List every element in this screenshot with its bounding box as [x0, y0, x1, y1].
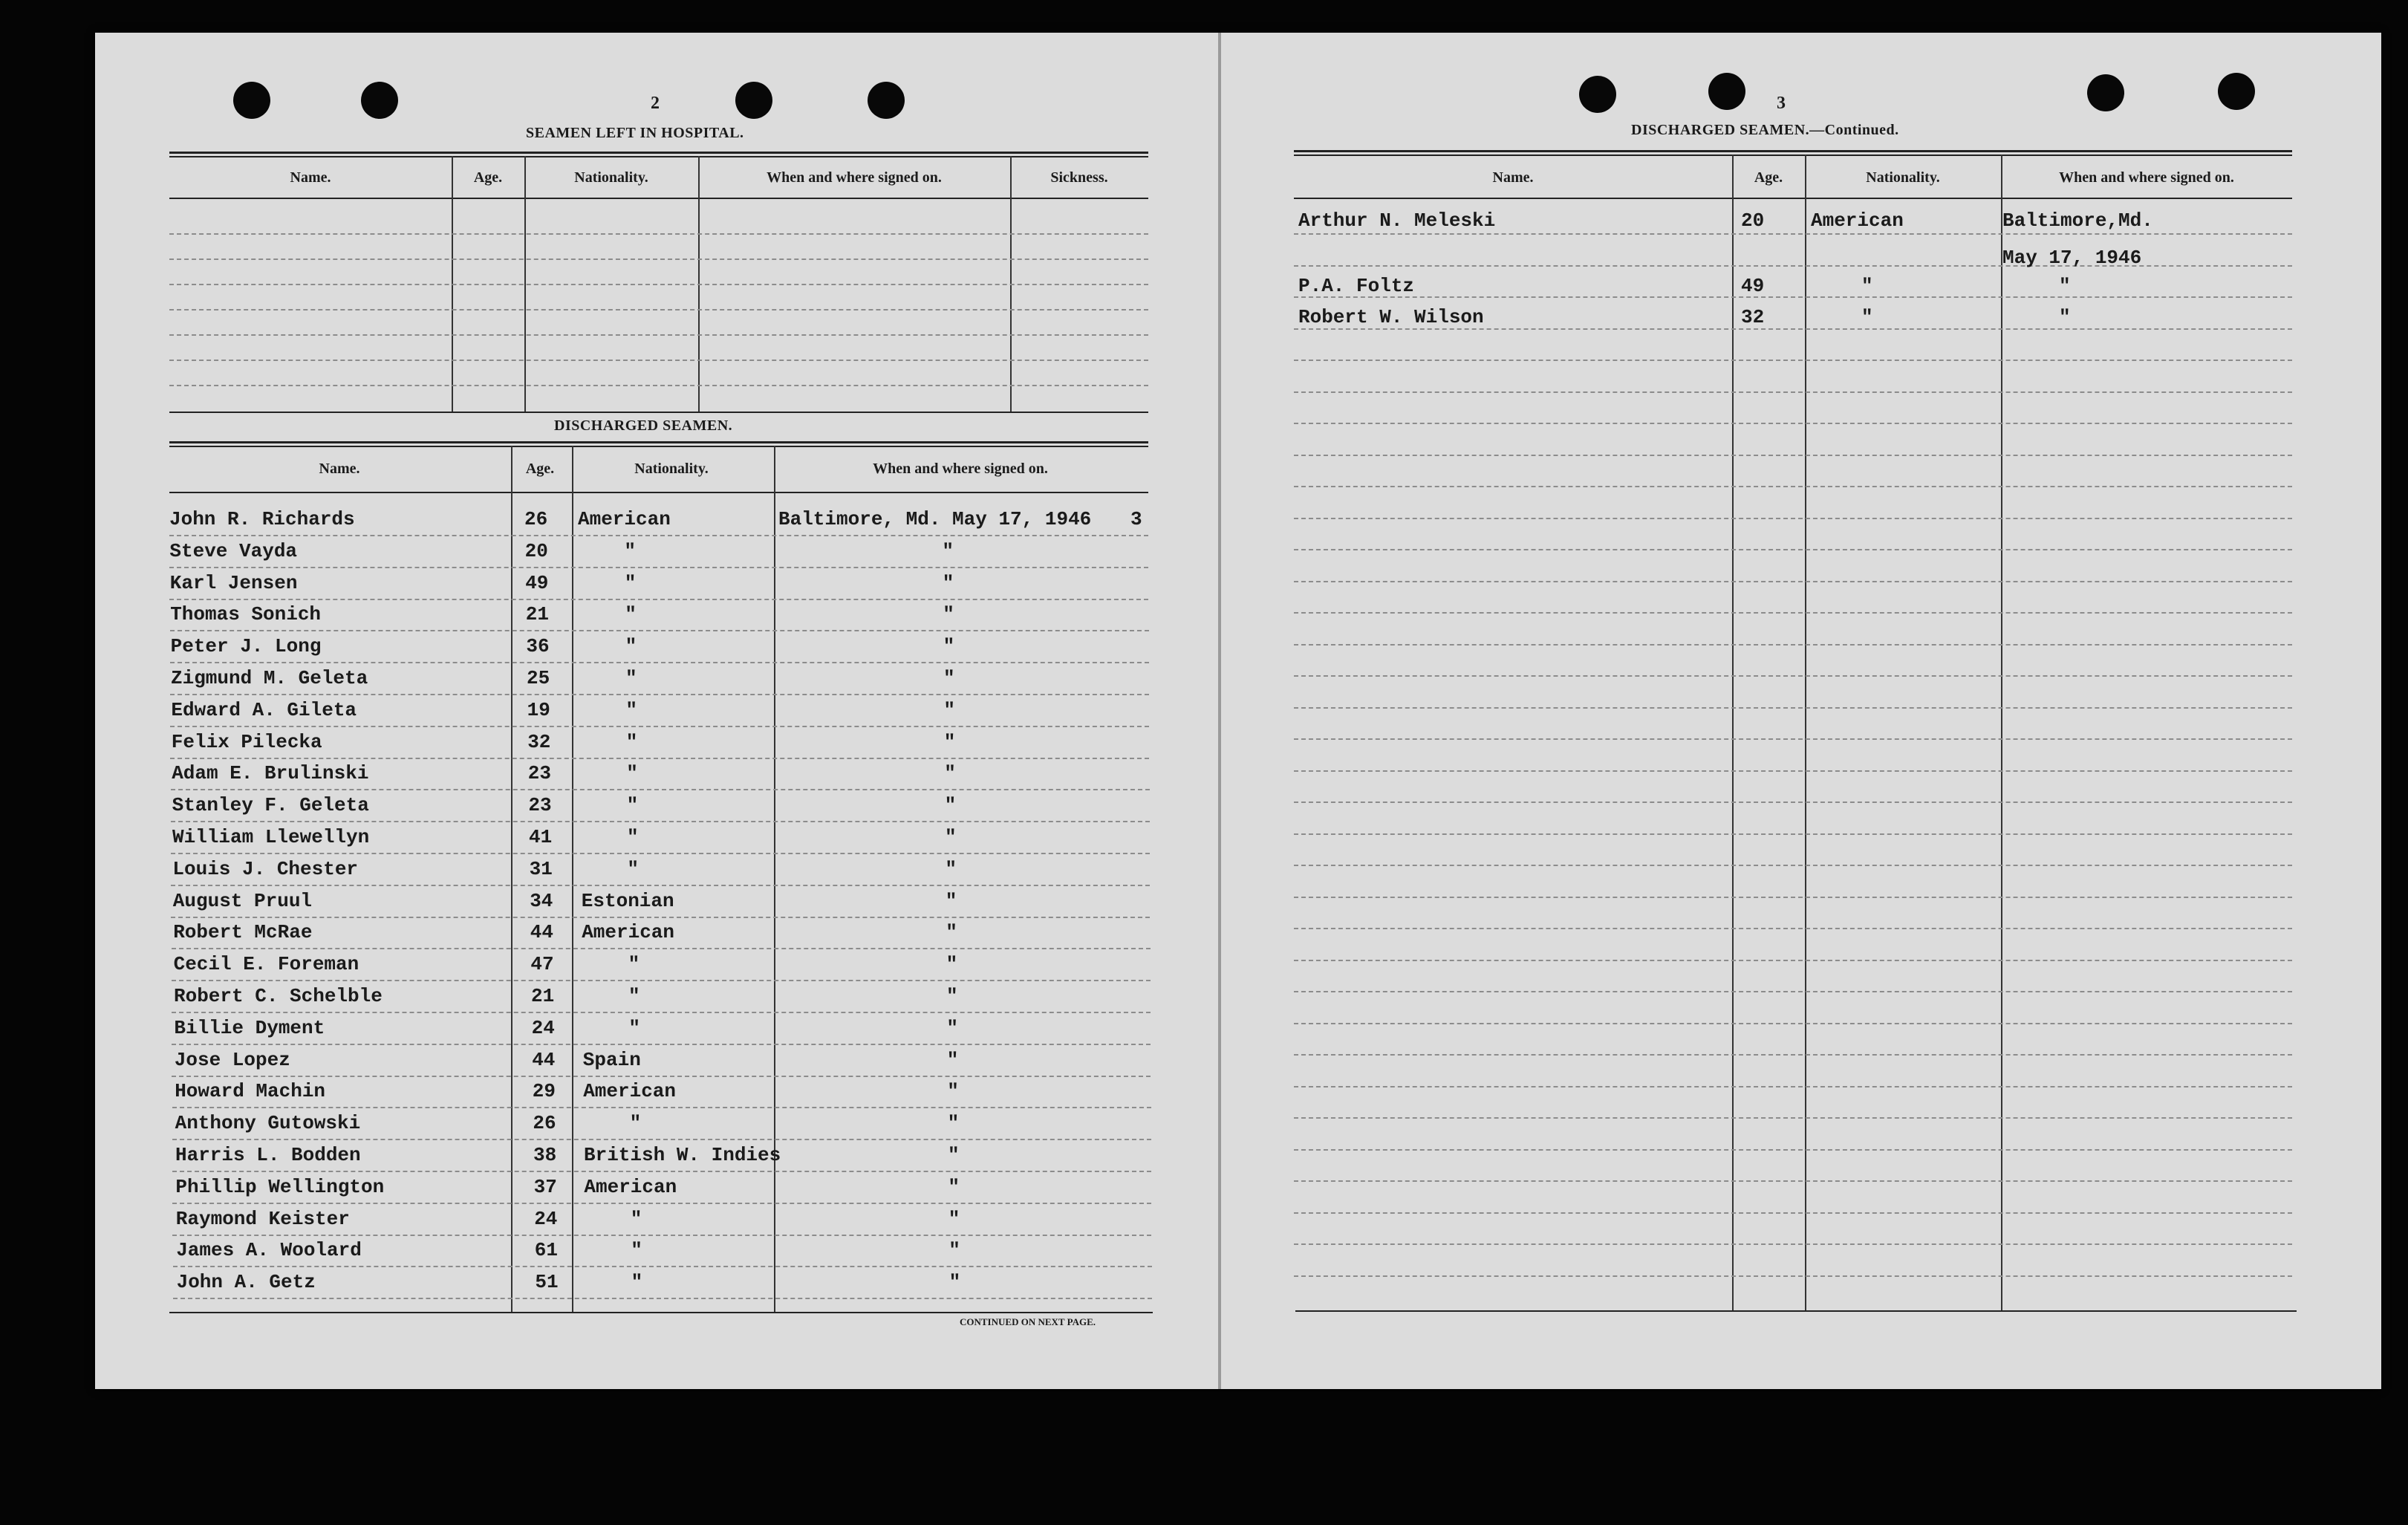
signed-on: Baltimore,Md. — [2002, 209, 2153, 232]
seaman-nationality: " — [628, 1016, 640, 1039]
column-header: Name. — [1492, 169, 1534, 186]
signed-on: " — [943, 730, 956, 753]
column-header: Nationality. — [574, 169, 648, 186]
seaman-age: 20 — [1741, 209, 1765, 232]
signed-on: " — [945, 889, 957, 912]
seaman-nationality: American — [583, 1080, 677, 1103]
seaman-nationality: " — [627, 826, 639, 848]
seaman-age: 49 — [525, 571, 549, 594]
seaman-nationality: " — [628, 985, 640, 1007]
signed-on: " — [944, 794, 957, 817]
seaman-nationality: " — [628, 953, 640, 976]
ruled-line — [1294, 455, 2292, 456]
ruled-line — [1294, 233, 2292, 235]
seaman-age: 61 — [534, 1239, 559, 1262]
signed-on: " — [947, 1112, 960, 1135]
seaman-nationality: " — [1861, 275, 1873, 297]
seaman-age: 34 — [530, 889, 553, 912]
seaman-nationality: Spain — [582, 1048, 641, 1071]
seaman-name: John A. Getz — [176, 1271, 316, 1294]
seaman-nationality: " — [629, 1112, 642, 1135]
ruled-line — [172, 1044, 1151, 1045]
signed-on: " — [946, 921, 957, 944]
seaman-name: Robert C. Schelble — [174, 985, 383, 1007]
ruled-line — [1294, 960, 2292, 961]
ruled-line — [1294, 296, 2292, 298]
ruled-line — [1294, 1275, 2292, 1277]
ruled-line — [1294, 549, 2292, 550]
right-page — [1221, 33, 2381, 1389]
page-number: 3 — [1777, 94, 1786, 113]
seaman-age: 41 — [529, 826, 553, 848]
seaman-nationality: American — [582, 921, 675, 944]
ruled-line — [1294, 928, 2292, 929]
hospital-header-rule — [169, 198, 1148, 199]
hospital-bottom-rule — [169, 412, 1148, 413]
ruled-line — [172, 1139, 1151, 1140]
ruled-line — [169, 599, 1148, 600]
signed-on: " — [948, 1175, 960, 1198]
ledger-sheet — [95, 33, 2381, 1389]
row-mark: 3 — [1130, 508, 1142, 530]
signed-on: " — [943, 698, 955, 721]
seaman-age: 32 — [1741, 306, 1765, 328]
ruled-line — [172, 948, 1151, 949]
ruled-line — [1294, 675, 2292, 677]
seaman-age: 36 — [526, 635, 550, 658]
seaman-name: Edward A. Gileta — [171, 698, 357, 721]
column-header: Age. — [525, 461, 555, 477]
ruled-line — [169, 360, 1148, 361]
discharged-top-rule — [169, 441, 1148, 447]
seaman-name: August Pruul — [172, 889, 313, 912]
signed-on: " — [948, 1144, 960, 1166]
seaman-age: 37 — [533, 1175, 557, 1198]
seaman-nationality: " — [624, 539, 636, 562]
ruled-line — [1294, 801, 2292, 803]
ruled-line — [170, 630, 1149, 631]
ruled-line — [1294, 486, 2292, 487]
signed-on: " — [948, 1239, 960, 1262]
ruled-line — [169, 233, 1148, 235]
seaman-nationality: " — [626, 762, 638, 785]
ruled-line — [1294, 518, 2292, 519]
ruled-line — [171, 885, 1150, 886]
seaman-name: Phillip Wellington — [175, 1175, 385, 1198]
signed-on: " — [948, 1207, 960, 1230]
right-top-rule — [1294, 150, 2292, 156]
signed-on: Baltimore, Md. May 17, 1946 — [778, 508, 1092, 530]
seaman-age: 26 — [533, 1112, 556, 1135]
signed-on: " — [946, 985, 958, 1007]
seaman-age: 25 — [527, 667, 550, 689]
ruled-line — [1294, 865, 2292, 866]
right-bottom-rule — [1295, 1310, 2297, 1312]
seaman-age: 23 — [527, 762, 552, 785]
ruled-line — [170, 758, 1149, 759]
column-header: Age. — [473, 169, 503, 186]
seaman-nationality: " — [625, 635, 637, 658]
ruled-line — [1294, 581, 2292, 582]
seaman-nationality: " — [624, 571, 637, 594]
continued-footer: CONTINUED ON NEXT PAGE. — [960, 1316, 1096, 1327]
seaman-name: Robert McRae — [173, 921, 313, 944]
seaman-name: Arthur N. Meleski — [1298, 209, 1496, 232]
seaman-name: Billie Dyment — [174, 1016, 325, 1039]
seaman-age: 19 — [527, 698, 550, 721]
signed-on-date: May 17, 1946 — [2002, 247, 2142, 269]
ruled-line — [1294, 1023, 2292, 1024]
seaman-name: Stanley F. Geleta — [172, 794, 369, 817]
signed-on: " — [943, 603, 954, 626]
seaman-age: 31 — [529, 857, 553, 880]
column-header: Name. — [319, 461, 360, 477]
signed-on: " — [946, 953, 958, 976]
signed-on: " — [943, 635, 955, 658]
ruled-line — [173, 1298, 1152, 1299]
ruled-line — [173, 1266, 1152, 1267]
ruled-line — [170, 694, 1149, 695]
ruled-line — [171, 789, 1150, 790]
signed-on: " — [942, 571, 954, 594]
column-header: Age. — [1754, 169, 1783, 186]
right-header-rule — [1294, 198, 2292, 199]
signed-on: " — [947, 1080, 959, 1103]
left-page — [95, 33, 1218, 1389]
ruled-line — [172, 1171, 1151, 1172]
seaman-name: William Llewellyn — [172, 826, 370, 848]
seaman-nationality: " — [627, 857, 639, 880]
ruled-line — [1294, 833, 2292, 835]
seaman-nationality: American — [1811, 209, 1904, 232]
discharged-header-rule — [169, 492, 1148, 493]
seaman-nationality: " — [631, 1271, 643, 1294]
ruled-line — [172, 1235, 1151, 1236]
seaman-nationality: American — [584, 1175, 677, 1198]
seaman-name: Zigmund M. Geleta — [171, 667, 368, 689]
signed-on: " — [946, 1016, 958, 1039]
seaman-nationality: " — [625, 667, 637, 689]
seaman-name: Harris L. Bodden — [175, 1144, 361, 1166]
seaman-name: Peter J. Long — [170, 635, 322, 658]
page-number: 2 — [651, 94, 660, 113]
hospital-section-title: SEAMEN LEFT IN HOSPITAL. — [526, 125, 744, 141]
seaman-age: 21 — [525, 603, 550, 626]
ruled-line — [172, 980, 1151, 981]
seaman-nationality: " — [625, 603, 637, 626]
seaman-age: 21 — [531, 985, 555, 1007]
seaman-name: Raymond Keister — [175, 1207, 350, 1230]
ruled-line — [1294, 612, 2292, 614]
discharged-bottom-rule — [169, 1312, 1153, 1313]
ruled-line — [1294, 770, 2292, 772]
seaman-name: Howard Machin — [175, 1080, 326, 1103]
seaman-nationality: Estonian — [581, 889, 674, 912]
seaman-nationality: American — [578, 508, 671, 530]
ruled-line — [172, 1203, 1151, 1204]
signed-on: " — [944, 762, 956, 785]
ruled-line — [1294, 707, 2292, 709]
ruled-line — [1294, 1086, 2292, 1087]
ruled-line — [1294, 1212, 2292, 1214]
seaman-name: John R. Richards — [169, 508, 355, 530]
seaman-nationality: " — [1861, 306, 1873, 328]
seaman-name: Adam E. Brulinski — [172, 762, 369, 785]
ruled-line — [1294, 991, 2292, 992]
ruled-line — [1294, 265, 2292, 267]
ruled-line — [1294, 423, 2292, 424]
ruled-line — [1294, 738, 2292, 740]
seaman-nationality: " — [626, 794, 639, 817]
seaman-age: 49 — [1741, 275, 1765, 297]
ruled-line — [169, 309, 1148, 310]
seaman-name: James A. Woolard — [176, 1239, 362, 1262]
ruled-line — [1294, 1054, 2292, 1056]
column-header: When and where signed on. — [2059, 169, 2234, 186]
seaman-age: 44 — [532, 1048, 556, 1071]
column-divider — [774, 446, 775, 1312]
signed-on: " — [945, 826, 957, 848]
column-header: Name. — [290, 169, 331, 186]
hospital-top-rule — [169, 152, 1148, 157]
seaman-age: 44 — [530, 921, 554, 944]
seaman-name: P.A. Foltz — [1298, 275, 1415, 297]
ruled-line — [1294, 1149, 2292, 1151]
ruled-line — [171, 917, 1150, 918]
seaman-age: 32 — [527, 730, 551, 753]
ruled-line — [1294, 1117, 2292, 1119]
seaman-name: Robert W. Wilson — [1298, 306, 1484, 328]
seaman-nationality: " — [625, 730, 638, 753]
seaman-age: 23 — [528, 794, 552, 817]
seaman-name: Anthony Gutowski — [175, 1112, 361, 1135]
seaman-age: 38 — [533, 1144, 557, 1166]
column-header: Sickness. — [1050, 169, 1108, 186]
ruled-line — [169, 258, 1148, 260]
seaman-name: Louis J. Chester — [172, 857, 359, 880]
seaman-age: 26 — [524, 508, 548, 530]
ruled-line — [170, 662, 1149, 663]
signed-on: " — [948, 1271, 961, 1294]
column-header: Nationality. — [634, 461, 709, 477]
seaman-name: Cecil E. Foreman — [173, 953, 359, 976]
ruled-line — [1294, 644, 2292, 646]
ruled-line — [1294, 897, 2292, 898]
ruled-line — [171, 853, 1150, 854]
column-divider — [572, 446, 573, 1312]
signed-on: " — [946, 1048, 959, 1071]
column-header: Nationality. — [1866, 169, 1940, 186]
seaman-name: Thomas Sonich — [170, 603, 322, 626]
ruled-line — [172, 1076, 1151, 1077]
seaman-name: Felix Pilecka — [171, 730, 322, 753]
signed-on: " — [942, 539, 954, 562]
seaman-name: Steve Vayda — [169, 539, 298, 562]
seaman-nationality: British W. Indies — [584, 1144, 781, 1166]
signed-on: " — [943, 667, 955, 689]
seaman-nationality: " — [631, 1239, 642, 1262]
seaman-age: 24 — [534, 1207, 558, 1230]
ruled-line — [169, 385, 1148, 386]
signed-on: " — [2059, 306, 2071, 328]
ruled-line — [1294, 360, 2292, 361]
seaman-age: 47 — [530, 953, 554, 976]
seaman-nationality: " — [625, 698, 637, 721]
ruled-line — [171, 821, 1150, 822]
ruled-line — [169, 284, 1148, 285]
signed-on: " — [945, 857, 957, 880]
ruled-line — [172, 1107, 1151, 1108]
seaman-age: 24 — [531, 1016, 555, 1039]
ruled-line — [169, 334, 1148, 336]
seaman-name: Karl Jensen — [169, 571, 298, 594]
discharged-section-title: DISCHARGED SEAMEN. — [554, 417, 733, 434]
ruled-line — [1294, 391, 2292, 393]
ruled-line — [172, 1012, 1151, 1013]
column-header: When and where signed on. — [873, 461, 1048, 477]
ruled-line — [170, 726, 1149, 727]
seaman-age: 51 — [535, 1271, 559, 1294]
column-header: When and where signed on. — [767, 169, 942, 186]
seaman-age: 29 — [532, 1080, 556, 1103]
ruled-line — [1294, 1180, 2292, 1182]
discharged-continued-title: DISCHARGED SEAMEN.—Continued. — [1631, 122, 1899, 138]
column-divider — [511, 446, 512, 1312]
seaman-age: 20 — [524, 539, 548, 562]
ruled-line — [1294, 1243, 2292, 1245]
ruled-line — [169, 567, 1148, 568]
signed-on: " — [2059, 275, 2071, 297]
ruled-line — [169, 535, 1148, 536]
seaman-nationality: " — [630, 1207, 642, 1230]
seaman-name: Jose Lopez — [174, 1048, 290, 1071]
